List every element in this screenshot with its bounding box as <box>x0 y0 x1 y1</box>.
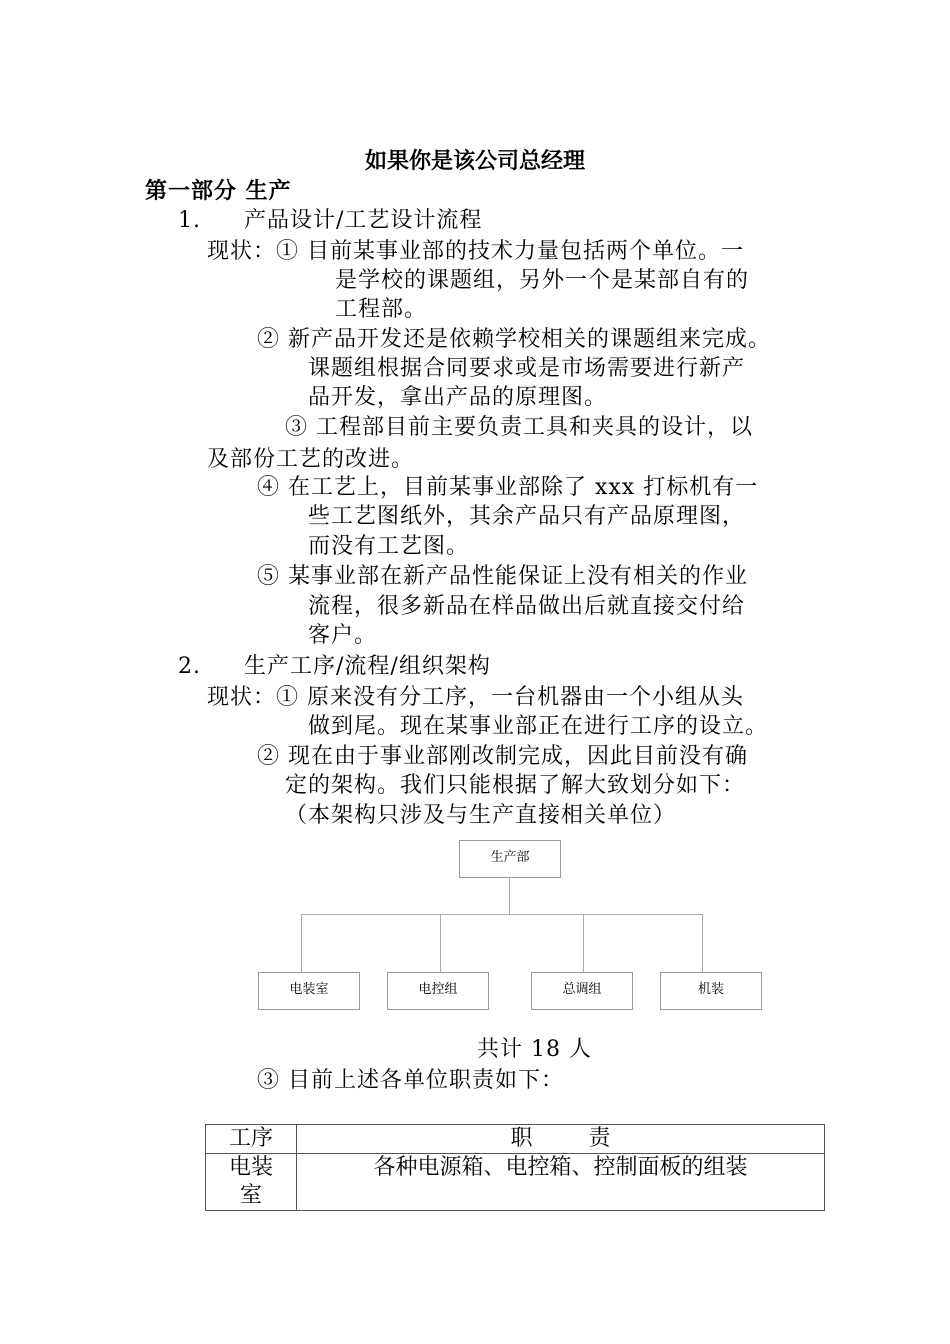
s1-line: 工程部。 <box>335 297 428 322</box>
s1-line: ⑤ 某事业部在新产品性能保证上没有相关的作业 <box>257 564 748 589</box>
section-2-number: 2. <box>178 654 201 679</box>
table-header-row <box>206 1125 825 1154</box>
s2-line: 定的架构。我们只能根据了解大致划分如下： <box>285 773 746 798</box>
s1-line: 现状：① 目前某事业部的技术力量包括两个单位。一 <box>207 239 744 264</box>
s1-line: 品开发，拿出产品的原理图。 <box>308 385 608 410</box>
org-connector <box>440 914 441 972</box>
org-root-box: 生产部 <box>459 840 561 878</box>
s2-line: （本架构只涉及与生产直接相关单位） <box>285 803 677 828</box>
org-child-box: 电装室 <box>258 972 360 1010</box>
org-connector <box>509 877 510 914</box>
s1-line: 流程，很多新品在样品做出后就直接交付给 <box>308 594 746 619</box>
s2-line: 现状：① 原来没有分工序，一台机器由一个小组从头 <box>207 685 744 710</box>
table-cell-duty: 各种电源箱、电控箱、控制面板的组装 <box>297 1154 825 1211</box>
section-1-number: 1. <box>178 208 201 233</box>
s1-line: 些工艺图纸外，其余产品只有产品原理图， <box>308 504 746 529</box>
s1-line: ② 新产品开发还是依赖学校相关的课题组来完成。 <box>257 327 771 352</box>
org-child-box: 机装 <box>660 972 762 1010</box>
s1-line: ④ 在工艺上，目前某事业部除了 xxx 打标机有一 <box>257 475 759 500</box>
org-child-box: 电控组 <box>387 972 489 1010</box>
duties-intro: ③ 目前上述各单位职责如下： <box>257 1068 564 1093</box>
page-title: 如果你是该公司总经理 <box>364 148 585 174</box>
org-connector <box>301 914 302 972</box>
part-heading: 第一部分 生产 <box>145 178 292 204</box>
s2-line: ② 现在由于事业部刚改制完成，因此目前没有确 <box>257 744 748 769</box>
s1-line: 及部份工艺的改进。 <box>207 447 415 472</box>
org-connector <box>301 914 703 915</box>
table-header-duty: 职 责 <box>297 1125 825 1154</box>
s1-line: 课题组根据合同要求或是市场需要进行新产 <box>308 356 746 381</box>
s1-line: 而没有工艺图。 <box>308 534 470 559</box>
table-header-process: 工序 <box>206 1125 297 1154</box>
org-child-box: 总调组 <box>531 972 633 1010</box>
s2-line: 做到尾。现在某事业部正在进行工序的设立。 <box>308 714 769 739</box>
section-1-heading: 产品设计/工艺设计流程 <box>244 208 483 233</box>
org-connector <box>583 914 584 972</box>
org-connector <box>702 914 703 972</box>
s1-line: ③ 工程部目前主要负责工具和夹具的设计，以 <box>285 415 753 440</box>
duties-table <box>205 1124 825 1211</box>
s1-line: 是学校的课题组，另外一个是某部自有的 <box>335 268 750 293</box>
table-cell-process: 电装室 <box>206 1154 297 1211</box>
headcount-total: 共计 18 人 <box>477 1037 592 1062</box>
table-row <box>206 1154 825 1211</box>
s1-line: 客户。 <box>308 623 378 648</box>
section-2-heading: 生产工序/流程/组织架构 <box>244 654 491 679</box>
